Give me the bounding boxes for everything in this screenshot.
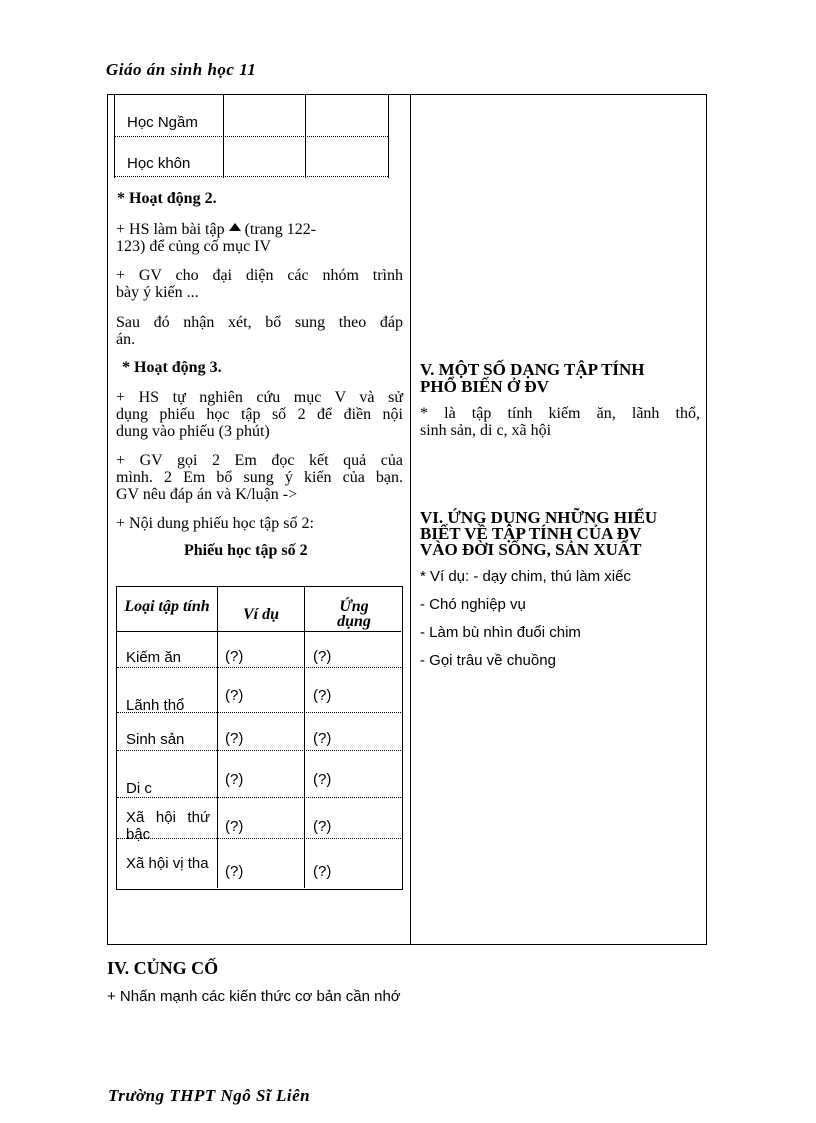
table-column-line bbox=[217, 587, 218, 888]
table-header-cell: Ví dụ bbox=[242, 606, 279, 623]
table-column-line bbox=[304, 587, 305, 888]
text-line: + HS tự nghiên cứu mục V và sử bbox=[116, 389, 403, 406]
table-header-cell: Loại tập tính bbox=[124, 598, 210, 615]
text-line: 123) để củng cố mục IV bbox=[116, 238, 272, 255]
section-6-title-line-2: BIẾT VỀ TẬP TÍNH CỦA ĐV bbox=[420, 524, 642, 543]
table-cell: Kiếm ăn bbox=[126, 649, 182, 666]
table-row-line bbox=[117, 667, 401, 668]
table-cell: (?) bbox=[225, 818, 244, 835]
column-divider bbox=[410, 94, 411, 945]
table-cell: (?) bbox=[225, 730, 244, 747]
table-row-label: Học Ngầm bbox=[127, 114, 198, 131]
table-row-label: Học khôn bbox=[127, 155, 191, 172]
text-line: * là tập tính kiếm ăn, lãnh thổ, bbox=[420, 405, 700, 422]
table-row-line bbox=[115, 176, 388, 177]
table-cell: (?) bbox=[313, 687, 332, 704]
table-cell: Sinh sản bbox=[126, 731, 185, 748]
table-cell: Di c bbox=[126, 780, 152, 797]
section-6-title-line-3: VÀO ĐỜI SỐNG, SẢN XUẤT bbox=[420, 540, 642, 559]
document-footer: Trường THPT Ngô Sĩ Liên bbox=[108, 1086, 311, 1105]
table-cell: (?) bbox=[313, 771, 332, 788]
text-line: + HS làm bài tập bbox=[116, 221, 225, 238]
table-cell: Xã hội vị tha bbox=[126, 855, 209, 872]
table-cell: Xã hội thứ bậc bbox=[126, 809, 210, 843]
list-item: - Làm bù nhìn đuổi chim bbox=[420, 624, 581, 641]
table-cell: Lãnh thổ bbox=[126, 697, 185, 714]
section-5-title-line-2: PHỔ BIẾN Ở ĐV bbox=[420, 377, 549, 396]
table-header-line bbox=[117, 631, 401, 632]
text-line: mình. 2 Em bổ sung ý kiến của bạn. bbox=[116, 469, 403, 486]
activity-3-title: * Hoạt động 3. bbox=[122, 359, 222, 376]
text-line: + GV gọi 2 Em đọc kết quả của bbox=[116, 452, 403, 469]
section-6-title: VI. ỨNG DỤNG NHỮNG HIỂU bbox=[420, 508, 658, 527]
list-item: - Chó nghiệp vụ bbox=[420, 596, 526, 613]
table-row-line bbox=[115, 136, 388, 137]
table-cell: (?) bbox=[313, 863, 332, 880]
worksheet-title: Phiếu học tập số 2 bbox=[184, 542, 308, 559]
text-line: (trang 122- bbox=[244, 221, 317, 238]
table-cell: (?) bbox=[225, 687, 244, 704]
table-cell: (?) bbox=[313, 730, 332, 747]
text-line: GV nêu đáp án và K/luận -> bbox=[116, 486, 298, 503]
activity-2-title: * Hoạt động 2. bbox=[117, 190, 217, 207]
activity-2-text bbox=[116, 221, 316, 238]
table-row-line bbox=[117, 797, 401, 798]
table-cell: (?) bbox=[225, 771, 244, 788]
list-item: - Gọi trâu về chuồng bbox=[420, 652, 556, 669]
table-row-line bbox=[117, 750, 401, 751]
table-header-cell: Ứng dụng bbox=[337, 598, 371, 630]
text-line: án. bbox=[116, 331, 136, 348]
table-cell: (?) bbox=[313, 818, 332, 835]
text-line: sinh sản, di c, xã hội bbox=[420, 422, 552, 439]
text-line: Sau đó nhận xét, bổ sung theo đáp bbox=[116, 314, 403, 331]
triangle-icon bbox=[229, 223, 241, 231]
worksheet-table bbox=[116, 586, 403, 890]
list-item: * Ví dụ: - dạy chim, thú làm xiếc bbox=[420, 568, 631, 585]
text-line: + Nội dung phiếu học tập số 2: bbox=[116, 515, 314, 532]
activity-table-fragment bbox=[114, 94, 389, 178]
text-line: + GV cho đại diện các nhóm trình bbox=[116, 267, 403, 284]
table-cell: (?) bbox=[225, 863, 244, 880]
document-header: Giáo án sinh học 11 bbox=[106, 60, 257, 79]
table-cell: (?) bbox=[225, 648, 244, 665]
text-line: bày ý kiến ... bbox=[116, 284, 199, 301]
text-line: + Nhấn mạnh các kiến thức cơ bản cần nhớ bbox=[107, 988, 401, 1005]
table-cell: (?) bbox=[313, 648, 332, 665]
section-4-title: IV. CỦNG CỐ bbox=[107, 958, 219, 978]
text-line: dung vào phiếu (3 phút) bbox=[116, 423, 270, 440]
section-5-title: V. MỘT SỐ DẠNG TẬP TÍNH bbox=[420, 360, 645, 379]
text-line: dụng phiếu học tập số 2 để điền nội bbox=[116, 406, 403, 423]
